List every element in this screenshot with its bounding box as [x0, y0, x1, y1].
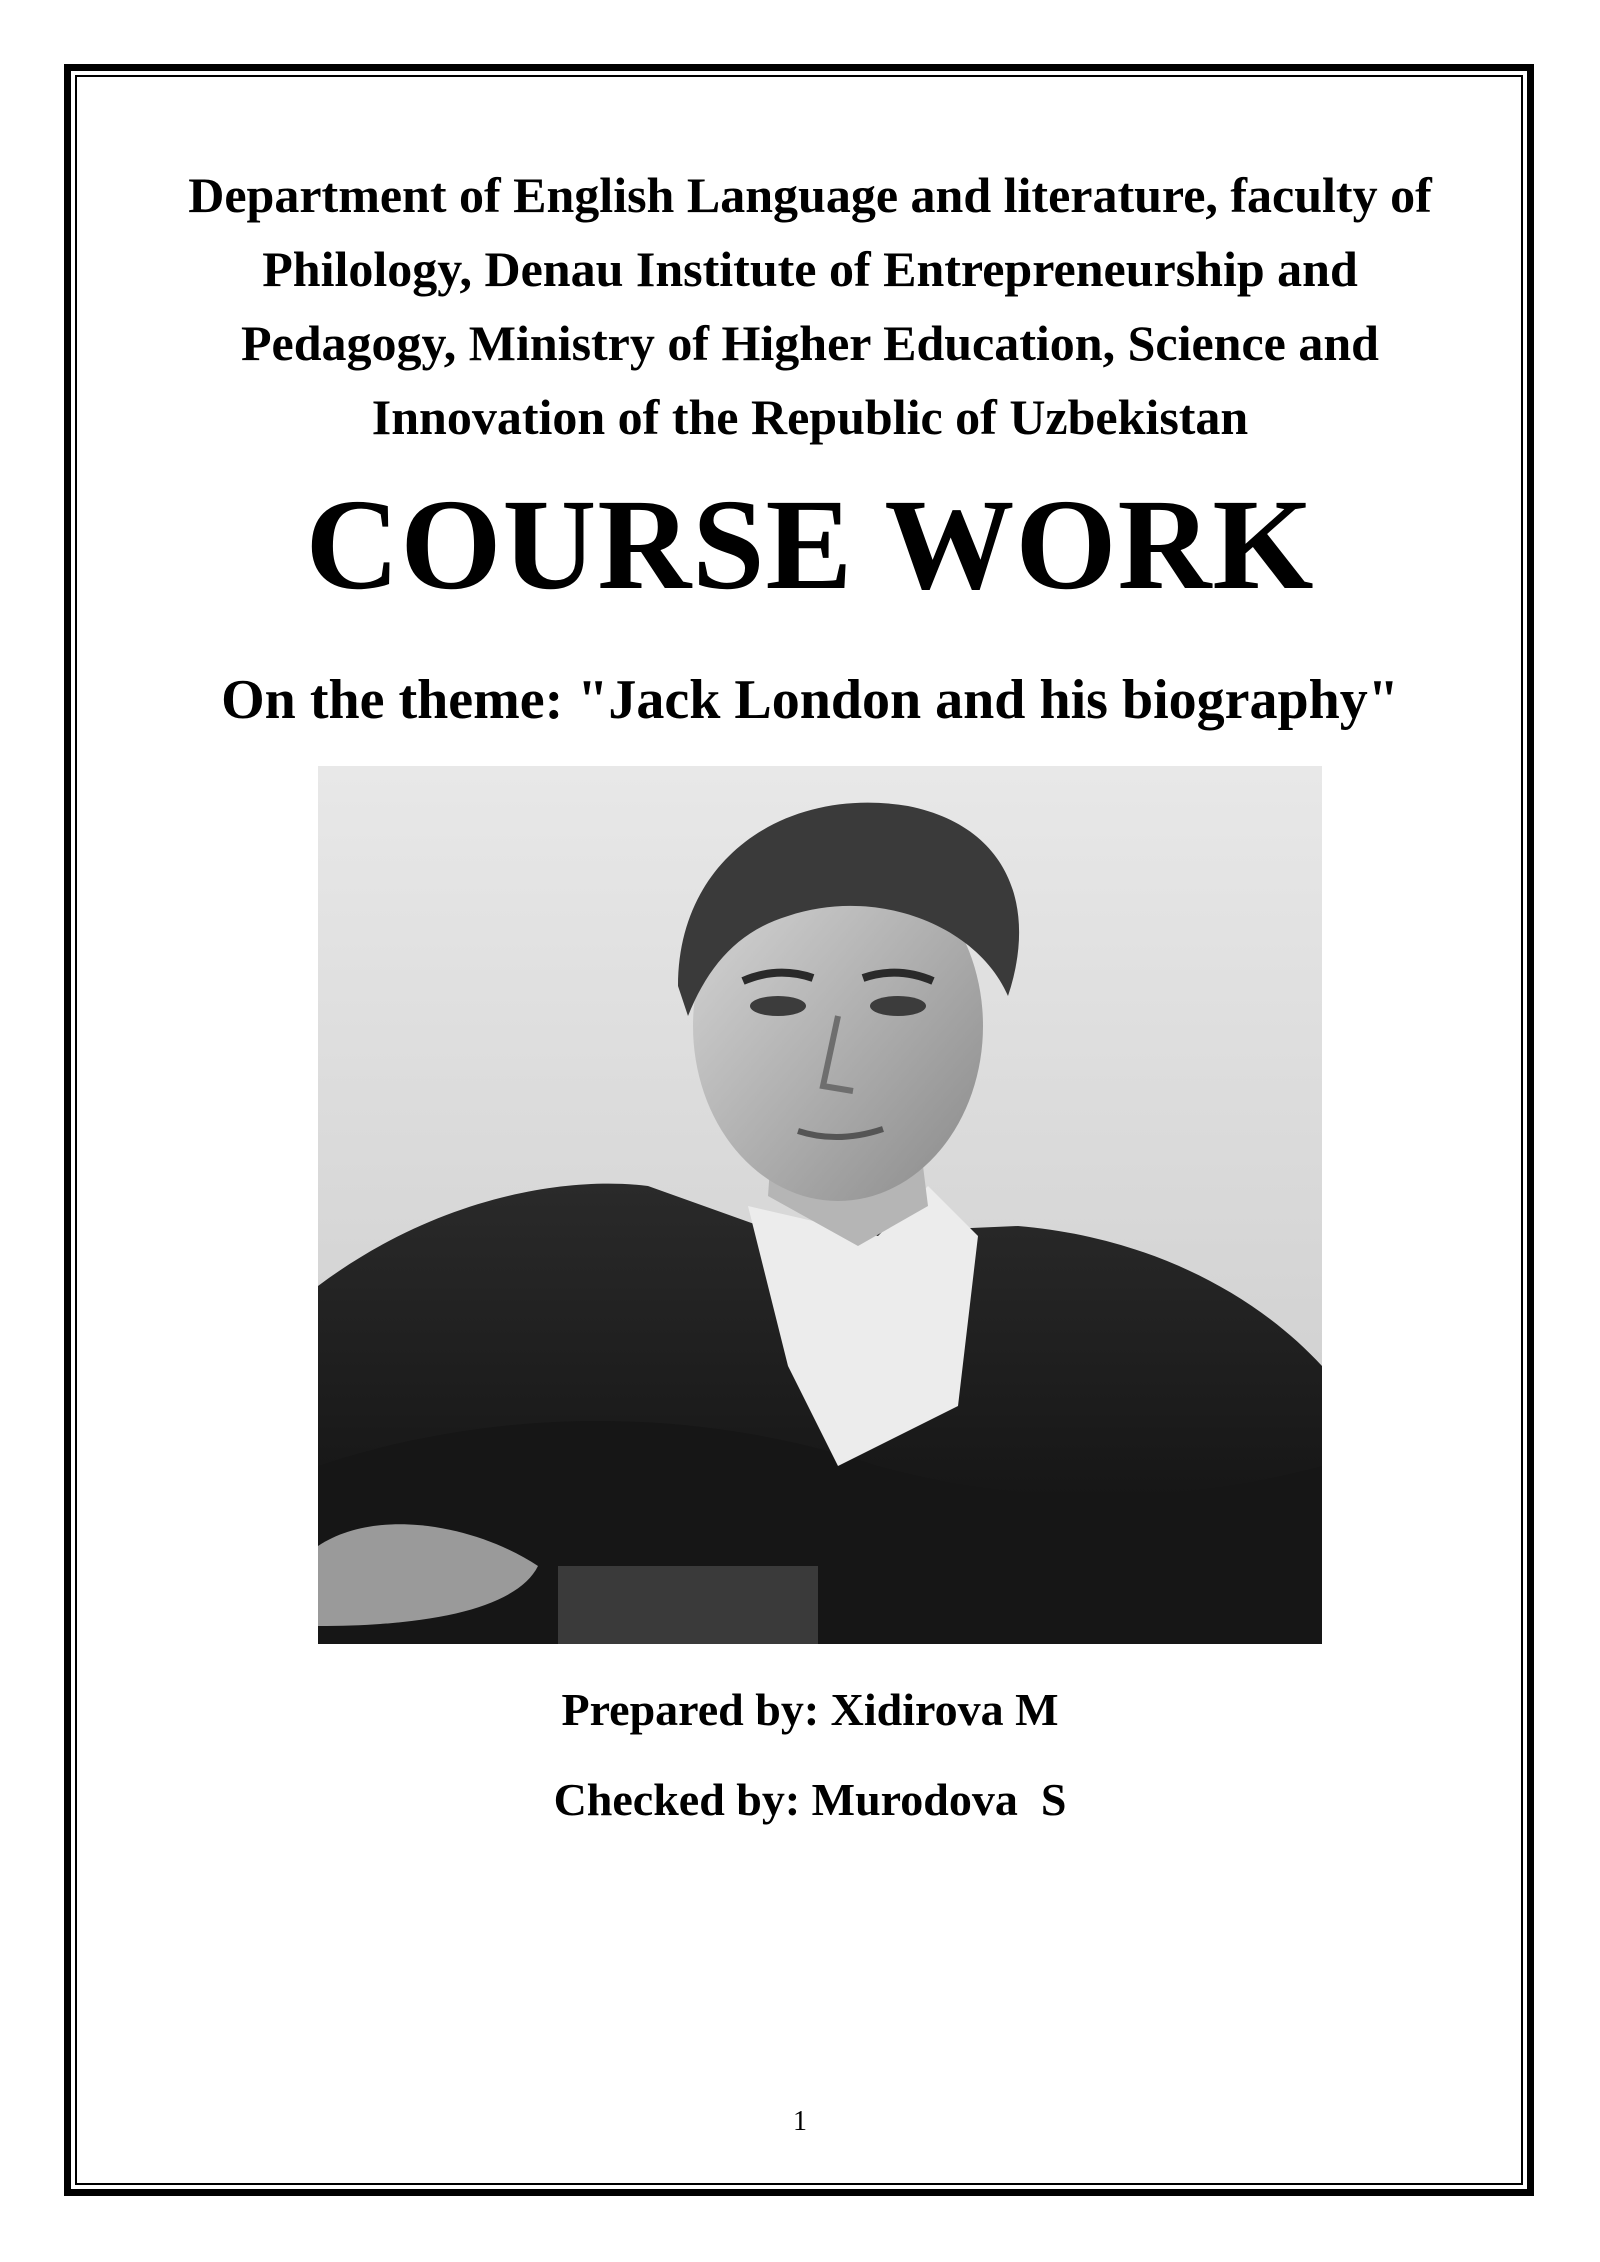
department-heading: Department of English Language and literature, faculty of Philology, Denau Institute of Entrepreneurship and Pedagogy, Ministry of Higher Education, Science and Innovation of the Republic of Uzbekistan [188, 167, 1432, 445]
portrait-illustration [318, 766, 1322, 1644]
checked-by: Checked by: Murodova S [553, 1774, 1067, 1825]
prepared-by: Prepared by: Xidirova M [561, 1684, 1059, 1735]
author-portrait [318, 766, 1322, 1644]
document-title: COURSE WORK [305, 473, 1315, 617]
page-number: 1 [793, 2106, 807, 2137]
theme-subtitle: On the theme: "Jack London and his biography" [221, 669, 1399, 731]
